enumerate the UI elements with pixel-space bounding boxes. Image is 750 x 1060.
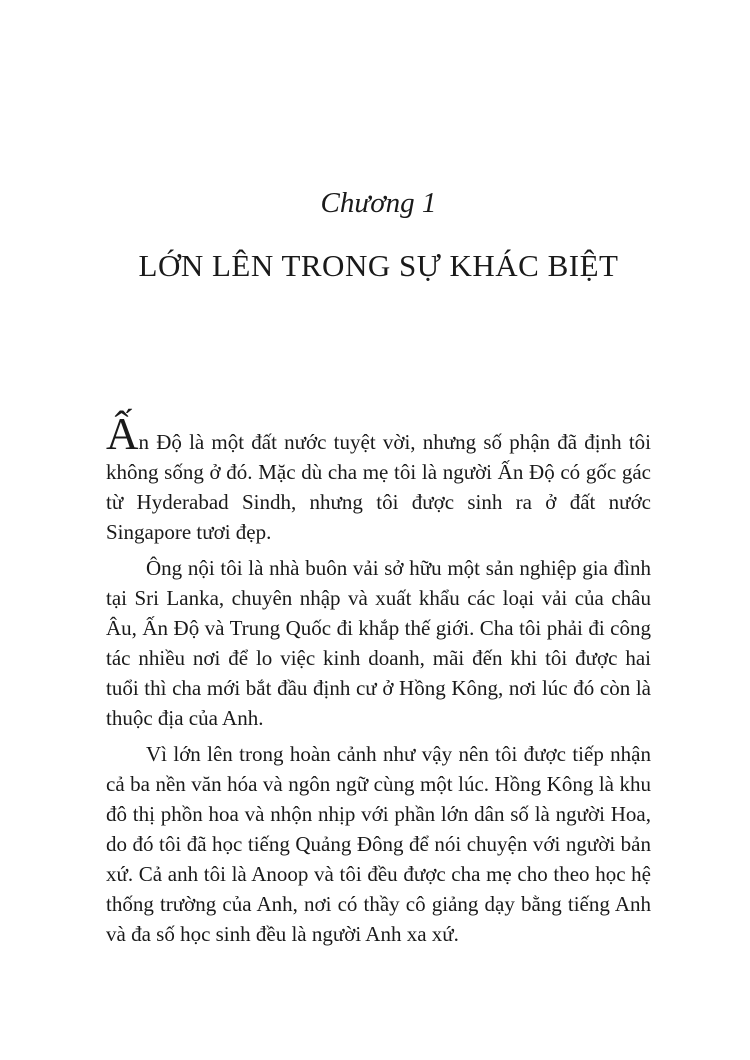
paragraph-3: Vì lớn lên trong hoàn cảnh như vậy nên tôi được tiếp nhận cả ba nền văn hóa và ngôn ngữ cùng một lúc. Hồng Kông là khu đô thị phồn hoa và nhộn nhịp với phần lớn dân số là người Hoa, do đó tôi đã học tiếng Quảng Đông để nói chuyện với người bản xứ. Cả anh tôi là Anoop và tôi đều được cha mẹ cho theo học hệ thống trường của Anh, nơi có thầy cô giảng dạy bằng tiếng Anh và đa số học sinh đều là người Anh xa xứ. [106,742,651,946]
chapter-body [106,409,651,949]
chapter-title: LỚN LÊN TRONG SỰ KHÁC BIỆT [138,248,619,283]
paragraph-1-text: n Độ là một đất nước tuyệt vời, nhưng số phận đã định tôi không sống ở đó. Mặc dù cha mẹ tôi là người Ấn Độ có gốc gác từ Hyderabad Sindh, nhưng tôi được sinh ra ở đất nước Singapore tươi đẹp. [106,430,651,544]
paragraph-2: Ông nội tôi là nhà buôn vải sở hữu một sản nghiệp gia đình tại Sri Lanka, chuyên nhập và xuất khẩu các loại vải của châu Âu, Ấn Độ và Trung Quốc đi khắp thế giới. Cha tôi phải đi công tác nhiều nơi để lo việc kinh doanh, mãi đến khi tôi được hai tuổi thì cha mới bắt đầu định cư ở Hồng Kông, nơi lúc đó còn là thuộc địa của Anh. [106,556,651,730]
chapter-label: Chương 1 [320,187,437,219]
raised-initial-cap: Ấ [106,409,139,459]
paragraph-1 [106,409,651,547]
